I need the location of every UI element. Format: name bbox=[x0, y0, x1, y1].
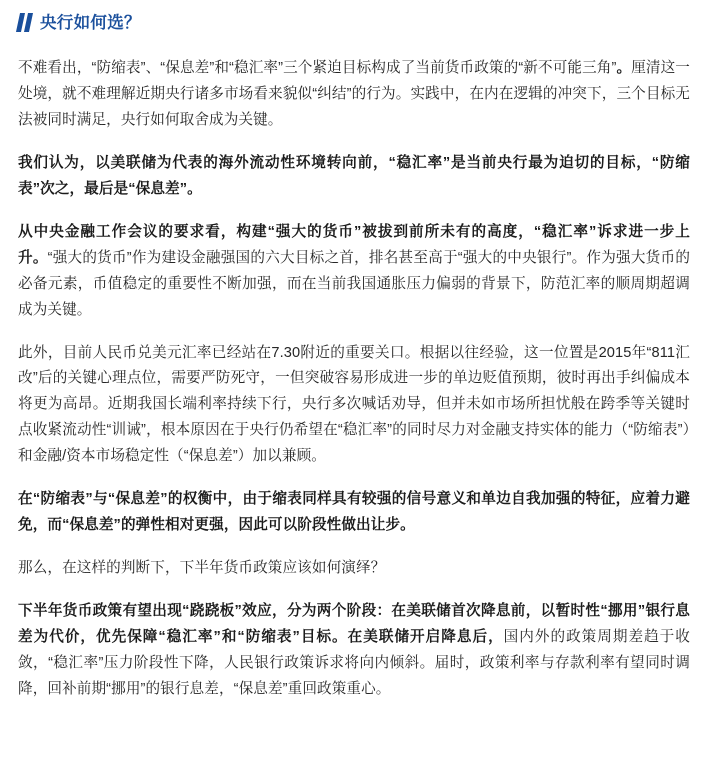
paragraph-text-run: 此外，目前人民币兑美元汇率已经站在7.30附近的重要关口。根据以往经验，这一位置是2015年“811汇改”后的关键心理点位，需要严防死守，一但突破容易形成进一步的单边贬值预期，彼时再出手纠偏成本将更为高昂。近期我国长端利率持续下行，央行多次喊话劝导，但并未如市场所担忧般在跨季等关键时点收紧流动性“训诫”，根本原因在于央行仍希望在“稳汇率”的同时尽力对金融支持实体的能力（“防缩表”）和金融/资本市场稳定性（“保息差”）加以兼顾。 bbox=[18, 344, 690, 465]
paragraph-text-run: 从中央金融工作会议的要求看，构建“强大的货币”被拔到前所未有的高度，“稳汇率”诉求进一步上升。 bbox=[18, 223, 690, 266]
paragraph bbox=[18, 56, 690, 134]
paragraph-text-run: “强大的货币”作为建设金融强国的六大目标之首，排名甚至高于“强大的中央银行”。作为强大货币的必备元素，币值稳定的重要性不断加强，而在当前我国通胀压力偏弱的背景下，防范汇率的顺周期超调成为关键。 bbox=[18, 249, 691, 318]
paragraph-text-run: 厘清这一处境，就不难理解近期央行诸多市场看来貌似“纠结”的行为。实践中，在内在逻辑的冲突下，三个目标无法被同时满足，央行如何取舍成为关键。 bbox=[18, 59, 690, 128]
paragraph-text-run: 在“防缩表”与“保息差”的权衡中，由于缩表同样具有较强的信号意义和单边自我加强的特征，应着力避免，而“保息差”的弹性相对更强，因此可以阶段性做出让步。 bbox=[18, 491, 690, 534]
page-title: 央行如何选？ bbox=[40, 14, 141, 32]
paragraph bbox=[18, 487, 690, 539]
article-body bbox=[18, 56, 690, 703]
paragraph-text-run: 下半年货币政策有望出现“跷跷板”效应，分为两个阶段：在美联储首次降息前，以暂时性“挪用”银行息差为代价，优先保障“稳汇率”和“防缩表”目标。 bbox=[18, 603, 690, 646]
quote-bars-icon bbox=[18, 13, 31, 32]
paragraph bbox=[18, 341, 690, 471]
paragraph-text-run: 我们认为，以美联储为代表的海外流动性环境转向前，“稳汇率”是当前央行最为迫切的目标，“防缩表”次之，最后是“保息差”。 bbox=[18, 154, 690, 197]
paragraph-text-run: 那么，在这样的判断下，下半年货币政策应该如何演绎？ bbox=[18, 560, 386, 577]
paragraph-text-run: 国内外的政策周期差趋于收敛，“稳汇率”压力阶段性下降，人民银行政策诉求将向内倾斜。届时，政策利率与存款利率有望同时调降，回补前期“挪用”的银行息差，“保息差”重回政策重心。 bbox=[18, 629, 690, 698]
paragraph bbox=[18, 556, 690, 582]
paragraph-text-run: 。 bbox=[616, 59, 632, 76]
section-heading bbox=[18, 14, 690, 34]
paragraph bbox=[18, 220, 690, 324]
paragraph-text-run: 不难看出，“防缩表”、“保息差”和“稳汇率”三个紧迫目标构成了当前货币政策的“新不可能三角” bbox=[18, 59, 617, 76]
paragraph bbox=[18, 151, 690, 203]
paragraph bbox=[18, 599, 690, 703]
paragraph-text-run: 在美联储开启降息后， bbox=[347, 629, 504, 646]
